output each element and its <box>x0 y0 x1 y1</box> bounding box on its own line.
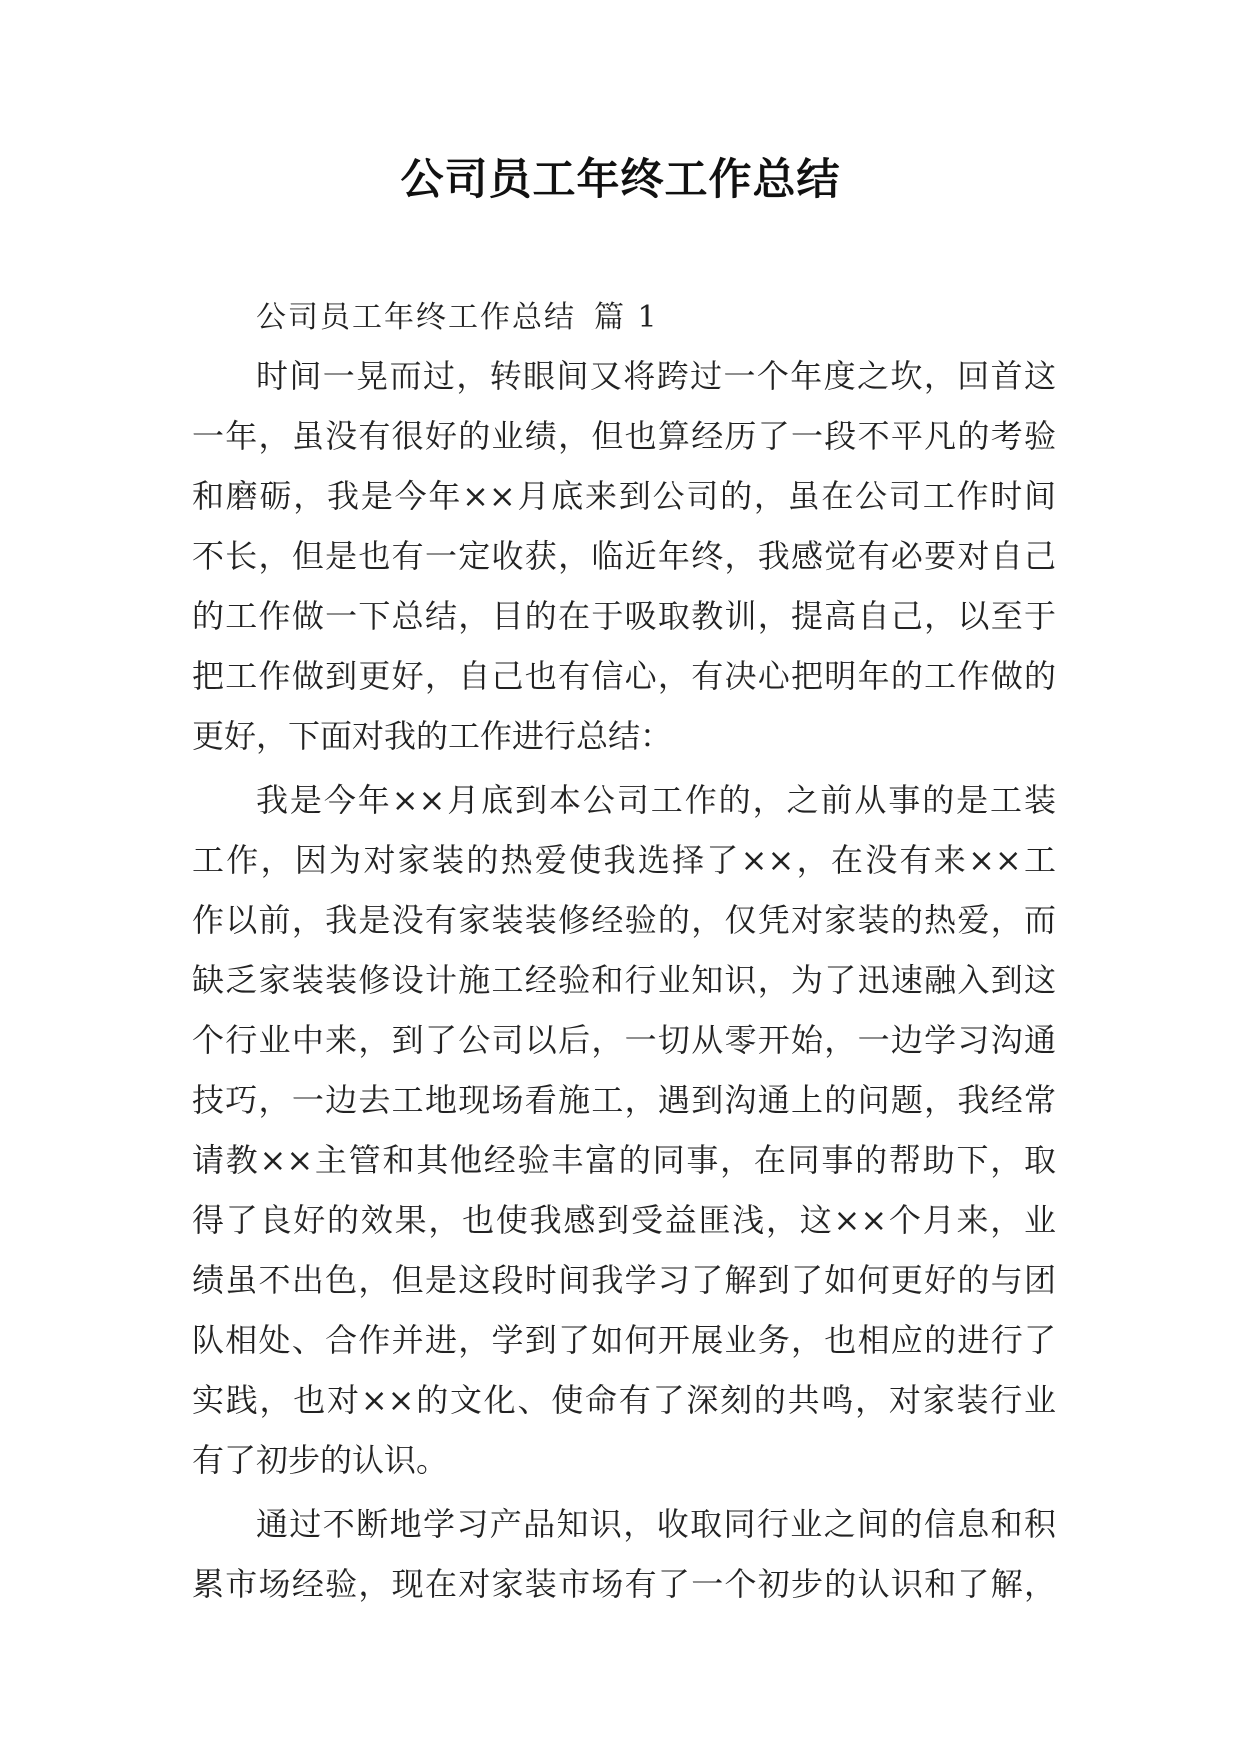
paragraph-line: 累市场经验，现在对家装市场有了一个初步的认识和了解， <box>192 1565 1056 1603</box>
paragraph-line: 和磨砺，我是今年××月底来到公司的，虽在公司工作时间 <box>192 477 1056 515</box>
paragraph-line: 通过不断地学习产品知识，收取同行业之间的信息和积 <box>256 1505 1056 1543</box>
section-part-label: 篇 1 <box>594 300 659 335</box>
section-heading <box>192 290 1056 346</box>
section-heading-text: 公司员工年终工作总结 <box>256 300 576 335</box>
paragraph-line: 请教××主管和其他经验丰富的同事，在同事的帮助下，取 <box>192 1141 1056 1179</box>
document-body <box>192 290 1056 1614</box>
paragraph-line: 实践，也对××的文化、使命有了深刻的共鸣，对家装行业 <box>192 1381 1056 1419</box>
paragraph-line: 队相处、合作并进，学到了如何开展业务，也相应的进行了 <box>192 1321 1056 1359</box>
paragraph <box>192 770 1056 1490</box>
document-title: 公司员工年终工作总结 <box>400 155 841 205</box>
paragraph-line: 把工作做到更好，自己也有信心，有决心把明年的工作做的 <box>192 657 1056 695</box>
paragraph-line: 绩虽不出色，但是这段时间我学习了解到了如何更好的与团 <box>192 1261 1056 1299</box>
paragraph-line: 技巧，一边去工地现场看施工，遇到沟通上的问题，我经常 <box>192 1081 1056 1119</box>
paragraph-line: 有了初步的认识。 <box>192 1441 449 1479</box>
paragraph-line: 缺乏家装装修设计施工经验和行业知识，为了迅速融入到这 <box>192 961 1056 999</box>
paragraph-list <box>192 346 1056 1614</box>
paragraph-line: 更好，下面对我的工作进行总结： <box>192 717 673 755</box>
paragraph-line: 时间一晃而过，转眼间又将跨过一个年度之坎，回首这 <box>256 357 1056 395</box>
paragraph-line: 作以前，我是没有家装装修经验的，仅凭对家装的热爱，而 <box>192 901 1056 939</box>
paragraph-line: 得了良好的效果，也使我感到受益匪浅，这××个月来，业 <box>192 1201 1056 1239</box>
paragraph <box>192 1494 1056 1614</box>
paragraph-line: 一年，虽没有很好的业绩，但也算经历了一段不平凡的考验 <box>192 417 1056 455</box>
paragraph-line: 个行业中来，到了公司以后，一切从零开始，一边学习沟通 <box>192 1021 1056 1059</box>
paragraph-line: 不长，但是也有一定收获，临近年终，我感觉有必要对自己 <box>192 537 1056 575</box>
paragraph-line: 工作，因为对家装的热爱使我选择了××，在没有来××工 <box>192 841 1056 879</box>
paragraph-line: 我是今年××月底到本公司工作的，之前从事的是工装 <box>256 781 1056 819</box>
paragraph-line: 的工作做一下总结，目的在于吸取教训，提高自己，以至于 <box>192 597 1056 635</box>
paragraph <box>192 346 1056 766</box>
